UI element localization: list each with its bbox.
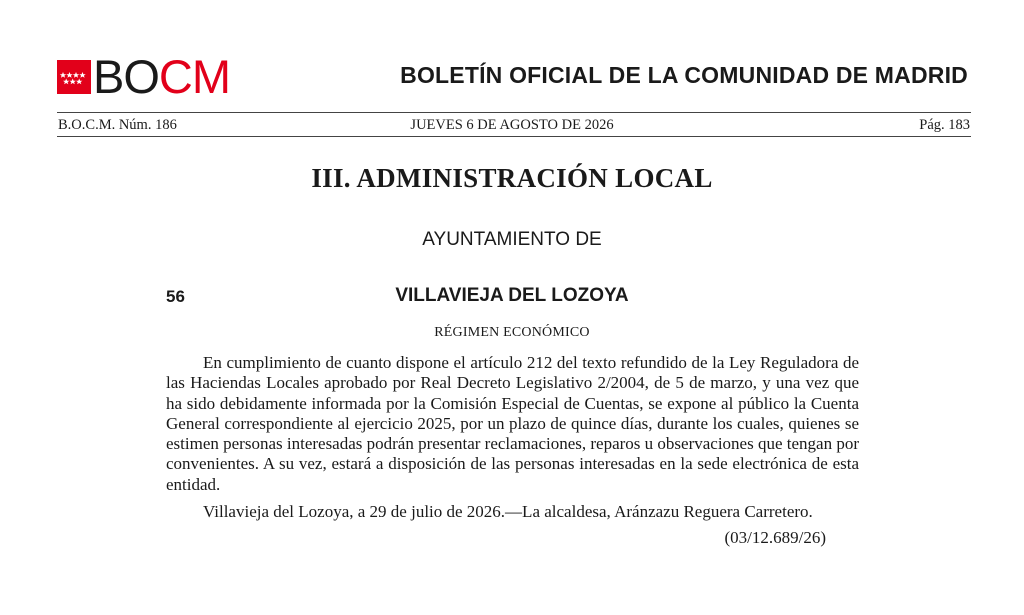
bocm-logo bbox=[57, 50, 231, 103]
entry-number: 56 bbox=[166, 287, 185, 306]
section-title: III. ADMINISTRACIÓN LOCAL bbox=[311, 163, 713, 193]
page-number: Pág. 183 bbox=[919, 117, 970, 133]
madrid-stars-flag-icon bbox=[57, 60, 91, 94]
municipality-name: VILLAVIEJA DEL LOZOYA bbox=[395, 285, 629, 306]
signature-line: Villavieja del Lozoya, a 29 de julio de 2026.—La alcaldesa, Aránzazu Reguera Carretero. bbox=[203, 502, 813, 521]
header-top-rule bbox=[57, 112, 971, 113]
logo-suffix: CM bbox=[158, 50, 231, 103]
announcement-reference: (03/12.689/26) bbox=[724, 528, 826, 547]
entry-subject: RÉGIMEN ECONÓMICO bbox=[434, 325, 590, 340]
announcement-body: En cumplimiento de cuanto dispone el artículo 212 del texto refundido de la Ley Reguladora de las Haciendas Locales aprobado por Real Decreto Legislativo 2/2004, de 5 de marzo, y una vez que ha sido debidamente informada por la Comisión Especial de Cuentas, se expone al público la Cuenta General correspondiente al ejercicio 2025, por un plazo de quince días, durante los cuales, quienes se estimen personas interesadas podrán presentar reclamaciones, reparos u observaciones que tengan por convenientes. A su vez, estará a disposición de las personas interesadas en la sede electrónica de esta entidad. bbox=[166, 353, 859, 494]
logo-wordmark bbox=[93, 50, 231, 103]
issue-date: JUEVES 6 DE AGOSTO DE 2026 bbox=[410, 117, 614, 133]
bulletin-title: BOLETÍN OFICIAL DE LA COMUNIDAD DE MADRID bbox=[400, 62, 968, 88]
logo-prefix: BO bbox=[93, 50, 159, 103]
issue-number: B.O.C.M. Núm. 186 bbox=[58, 117, 177, 133]
header-bottom-rule bbox=[57, 136, 971, 137]
authority-label: AYUNTAMIENTO DE bbox=[422, 229, 602, 250]
